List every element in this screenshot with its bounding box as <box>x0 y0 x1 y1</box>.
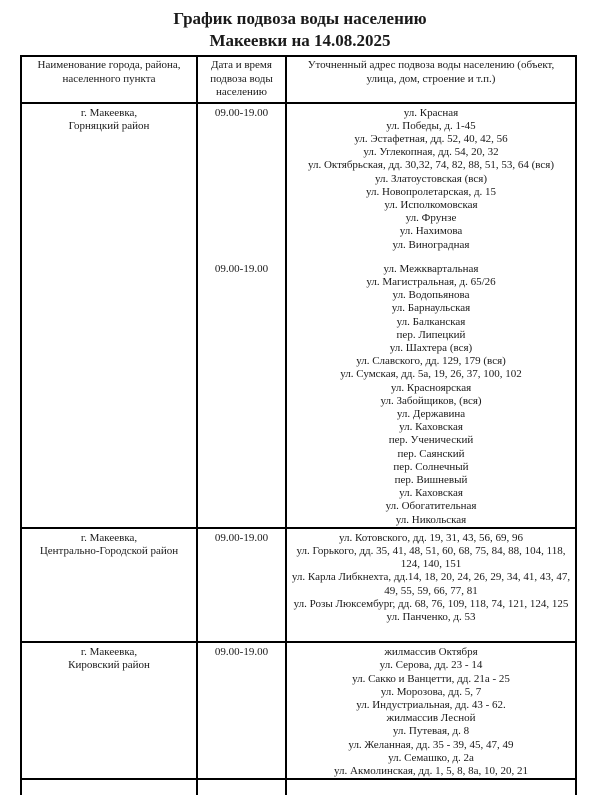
address-line: ул. Златоустовская (вся) <box>374 172 488 185</box>
time-cell <box>197 103 286 252</box>
address-cell <box>286 252 576 528</box>
district-line: Центрально-Городской район <box>39 545 179 557</box>
address-line: ул. Никольская <box>395 513 467 526</box>
address-line: пер. Саянский <box>397 447 465 460</box>
address-line: пер. Вишневый <box>394 473 468 486</box>
title-line-2: Макеевки на 14.08.2025 <box>209 31 391 50</box>
table-row <box>21 528 576 642</box>
district-cell <box>21 642 197 779</box>
address-line: ул. Исполкомовская <box>384 198 478 211</box>
address-line: ул. Розы Люксембург, дд. 68, 76, 109, 118, 74, 121, 124, 125 <box>293 597 569 610</box>
col-header-district: Наименование города, района, населенного пункта <box>21 56 197 103</box>
address-line: ул. Новопролетарская, д. 15 <box>365 185 497 198</box>
address-cell <box>286 103 576 252</box>
address-line: ул. Красноярская <box>390 381 472 394</box>
address-line: ул. Барнаульская <box>391 302 471 315</box>
time-cell <box>197 779 286 795</box>
time-value: 09.00-19.00 <box>214 262 269 275</box>
address-line: ул. Магистральная, д. 65/26 <box>366 275 496 288</box>
address-line: ул. Морозова, дд. 5, 7 <box>380 685 482 698</box>
col-header-time: Дата и время подвоза воды населению <box>197 56 286 103</box>
address-cell <box>286 528 576 642</box>
col-header-address: Уточненный адрес подвоза воды населению (объект, улица, дом, строение и т.п.) <box>286 56 576 103</box>
table-row <box>21 103 576 252</box>
address-line: ул. Шахтера (вся) <box>389 341 473 354</box>
address-line: пер. Ученический <box>388 434 474 447</box>
address-line: пер. Солнечный <box>393 460 469 473</box>
time-value: 09.00-19.00 <box>214 531 269 544</box>
address-line: ул. Межквартальная <box>383 262 479 275</box>
time-value: 09.00-19.00 <box>214 106 269 119</box>
address-line: ул. Семашко, д. 2а <box>388 751 474 764</box>
address-line: ул. Октябрьская, дд. 30,32, 74, 82, 88, 51, 53, 64 (вся) <box>307 159 555 172</box>
address-line: ул. Котовского, дд. 19, 31, 43, 56, 69, 96 <box>338 531 524 544</box>
address-line: ул. Сумская, дд. 5а, 19, 26, 37, 100, 102 <box>340 368 522 381</box>
district-line: Горняцкий район <box>68 119 150 132</box>
address-line: ул. Славского, дд. 129, 179 (вся) <box>356 355 506 368</box>
address-line: ул. Эстафетная, дд. 52, 40, 42, 56 <box>354 132 508 145</box>
address-line: жилмассив Октября <box>384 646 478 659</box>
address-line: ул. Путевая, д. 8 <box>392 725 470 738</box>
address-line: жилмассив Лесной <box>386 712 476 725</box>
district-line: г. Макеевка, <box>80 531 138 544</box>
district-line: г. Макеевка, <box>80 106 138 119</box>
address-line: ул. Горького, дд. 35, 41, 48, 51, 60, 68, 75, 84, 88, 104, 118, 124, 140, 151 <box>296 545 566 571</box>
address-line: ул. Забойщиков, (вся) <box>380 394 482 407</box>
address-line: ул. Нахимова <box>399 225 463 238</box>
time-cell <box>197 528 286 642</box>
time-cell <box>197 642 286 779</box>
address-line: ул. Сакко и Ванцетти, дд. 21а - 25 <box>352 672 510 685</box>
address-line: ул. Победы, д. 1-45 <box>386 119 476 132</box>
district-line: Кировский район <box>68 659 150 672</box>
district-cell <box>21 779 197 795</box>
address-line: ул. Виноградная <box>392 238 470 251</box>
address-line: ул. Серова, дд. 23 - 14 <box>379 659 483 672</box>
water-schedule-table <box>20 55 577 795</box>
address-line: пер. Липецкий <box>396 328 466 341</box>
table-row <box>21 642 576 779</box>
table-header <box>21 56 576 103</box>
address-line: ул. Желанная, дд. 35 - 39, 45, 47, 49 <box>348 738 514 751</box>
address-line: ул. Красная <box>403 106 459 119</box>
address-cell <box>286 779 576 795</box>
address-line: ул. Державина <box>396 407 466 420</box>
address-line: ул. Панченко, д. 53 <box>386 611 476 624</box>
table-body <box>21 103 576 796</box>
address-line: ул. Фрунзе <box>405 212 457 225</box>
title-line-1: График подвоза воды населению <box>173 9 427 28</box>
address-line: ул. Каховская <box>399 487 463 500</box>
address-line: ул. Водопьянова <box>392 289 470 302</box>
address-line: ул. Обогатительная <box>385 500 477 513</box>
address-line: ул. Балканская <box>396 315 466 328</box>
table-row-partial <box>21 779 576 795</box>
address-cell <box>286 642 576 779</box>
address-line: ул. Акмолинская, дд. 1, 5, 8, 8а, 10, 20, 21 <box>334 765 528 778</box>
address-line: ул. Индустриальная, дд. 43 - 62. <box>356 699 506 712</box>
address-line: ул. Карла Либкнехта, дд.14, 18, 20, 24, 26, 29, 34, 41, 43, 47, 49, 55, 59, 66, 77, 81 <box>291 571 571 597</box>
document-title <box>0 0 600 52</box>
district-line: г. Макеевка, <box>80 646 138 659</box>
header-row <box>21 56 576 103</box>
district-cell <box>21 528 197 642</box>
time-cell <box>197 252 286 528</box>
address-line: ул. Каховская <box>399 421 463 434</box>
time-value: 09.00-19.00 <box>214 646 269 659</box>
address-line: ул. Углекопная, дд. 54, 20, 32 <box>363 146 499 159</box>
district-cell <box>21 103 197 528</box>
